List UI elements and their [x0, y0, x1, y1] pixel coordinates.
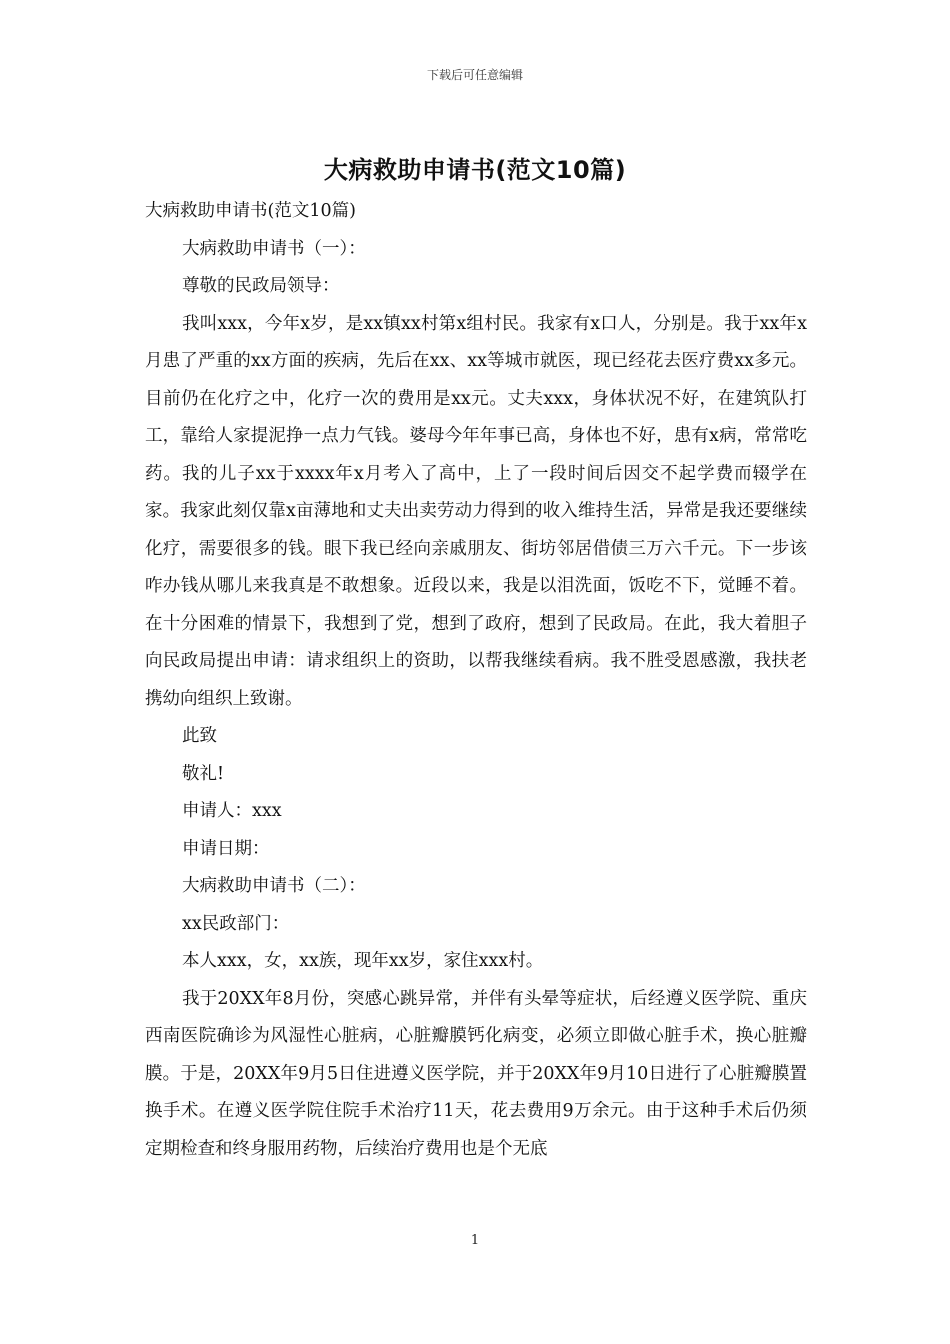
closing-1: 此致	[182, 726, 217, 746]
application-date-line: 申请日期：	[182, 838, 270, 859]
self-introduction: 本人xxx，女，xx族，现年xx岁，家住xxx村。	[182, 951, 544, 971]
applicant-line: 申请人：xxx	[182, 801, 282, 821]
section-heading-2: 大病救助申请书（二）：	[182, 876, 366, 896]
salutation-2: xx民政部门：	[182, 913, 290, 934]
page-header-note: 下载后可任意编辑	[426, 68, 523, 82]
letter-body-2: 我于20XX年8月份，突感心跳异常，并伴有头晕等症状，后经遵义医学院、重庆西南医院确诊为风湿性心脏病，心脏瓣膜钙化病变，必须立即做心脏手术，换心脏瓣膜。于是，20XX年9月5日住进遵义医学院，并于20XX年9月10日进行了心脏瓣膜置换手术。在遵义医学院住院手术治疗11天，花去费用9万余元。由于这种手术后仍须定期检查和终身服用药物，后续治疗费用也是个无底	[145, 988, 807, 1159]
document-title: 大病救助申请书(范文10篇)	[323, 156, 627, 184]
document-body	[145, 193, 807, 1168]
body-subtitle: 大病救助申请书(范文10篇)	[145, 201, 356, 221]
closing-2: 敬礼!	[182, 763, 225, 784]
section-heading-1: 大病救助申请书（一）：	[182, 238, 366, 259]
salutation-1: 尊敬的民政局领导：	[182, 276, 340, 296]
page-number: 1	[470, 1233, 480, 1248]
letter-body-1: 我叫xxx，今年x岁，是xx镇xx村第x组村民。我家有x口人，分别是。我于xx年x月患了严重的xx方面的疾病，先后在xx、xx等城市就医，现已经花去医疗费xx多元。目前仍在化疗之中，化疗一次的费用是xx元。丈夫xxx，身体状况不好，在建筑队打工，靠给人家提泥挣一点力气钱。婆母今年年事已高，身体也不好，患有x病，常常吃药。我的儿子xx于xxxx年x月考入了高中，上了一段时间后因交不起学费而辍学在家。我家此刻仅靠x亩薄地和丈夫出卖劳动力得到的收入维持生活，异常是我还要继续化疗，需要很多的钱。眼下我已经向亲戚朋友、街坊邻居借债三万六千元。下一步该咋办钱从哪儿来我真是不敢想象。近段以来，我是以泪洗面，饭吃不下，觉睡不着。在十分困难的情景下，我想到了党，想到了政府，想到了民政局。在此，我大着胆子向民政局提出申请：请求组织上的资助，以帮我继续看病。我不胜受恩感激，我扶老携幼向组织上致谢。	[145, 313, 807, 709]
